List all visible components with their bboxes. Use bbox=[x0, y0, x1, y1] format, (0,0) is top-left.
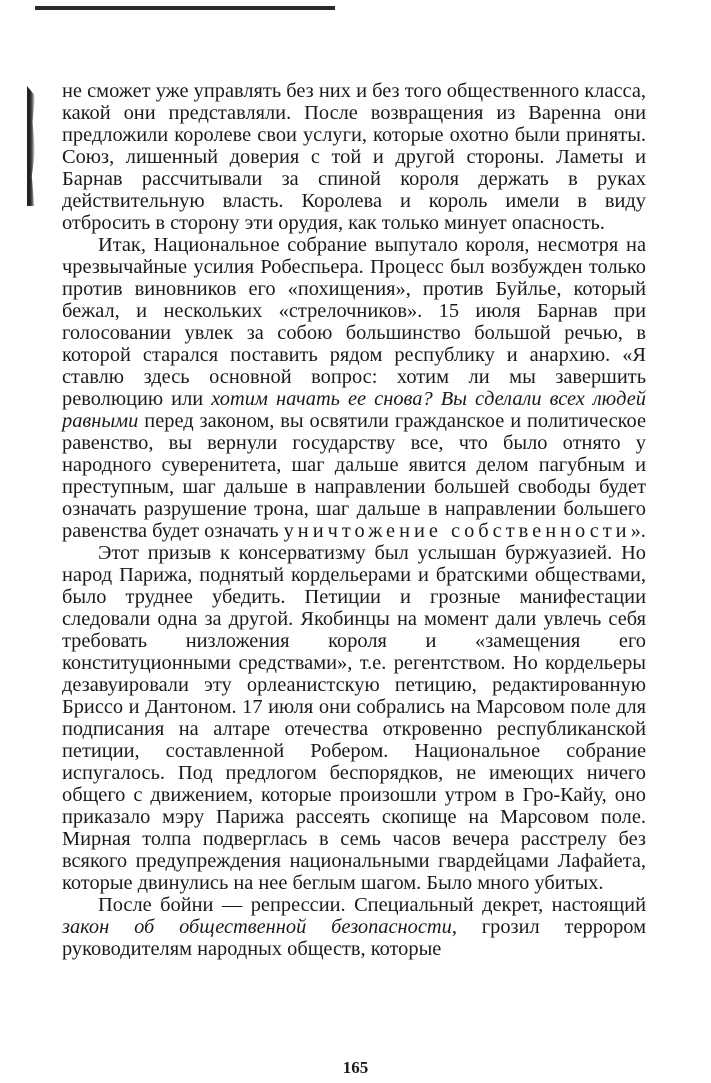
paragraph-4 bbox=[62, 894, 646, 960]
top-rule bbox=[35, 6, 335, 10]
paragraph-1 bbox=[62, 80, 646, 234]
margin-mark bbox=[27, 86, 35, 206]
paragraph-3 bbox=[62, 542, 646, 894]
paragraph-2 bbox=[62, 234, 646, 542]
spaced-run: уничтожение собственности bbox=[283, 520, 631, 542]
body-text bbox=[62, 80, 646, 960]
text-run: не сможет уже управлять без них и без того общественного класса, какой они представляли. После возвращения из Варенна они предложили королеве свои услуги, которые охотно были приняты. Союз, лишенный доверия с той и другой стороны. Ламеты и Барнав рассчитывали за спиной короля держать в руках действительную власть. Королева и король имели в виду отбросить в сторону эти орудия, как только минует опасность. bbox=[62, 80, 646, 234]
italic-run: закон об общественной безопасности bbox=[62, 916, 452, 938]
text-run: перед законом, вы освятили гражданское и политическое равенство, вы вернули государству все, что было отнято у народного суверенитета, шаг дальше явится делом пагубным и преступным, шаг дальше в направлении большей свободы будет означать разрушение трона, шаг дальше в направлении большего равенства будет означать bbox=[62, 410, 646, 542]
text-run: , грозил террором руководителям народных обществ, которые bbox=[62, 916, 646, 960]
text-run: После бойни — репрессии. Специальный декрет, настоящий bbox=[98, 894, 646, 916]
page-number: 165 bbox=[342, 1058, 369, 1077]
text-run: Этот призыв к консерватизму был услышан буржуазией. Но народ Парижа, поднятый кордельерами и братскими обществами, было труднее убедить. Петиции и грозные манифестации следовали одна за другой. Якобинцы на момент дали увлечь себя требовать низложения короля и «замещения его конституционными средствами», т.е. регентством. Но кордельеры дезавуировали эту орлеанистскую петицию, редактированную Бриссо и Дантоном. 17 июля они собрались на Марсовом поле для подписания на алтаре отечества откровенно республиканской петиции, составленной Робером. Национальное собрание испугалось. Под предлогом беспорядков, не имеющих ничего общего с движением, которые произошли утром в Гро-Кайу, оно приказало мэру Парижа рассеять скопище на Марсовом поле. Мирная толпа подверглась в семь часов вечера расстрелу без всякого предупреждения национальными гвардейцами Лафайета, которые двинулись на нее беглым шагом. Было много убитых. bbox=[62, 542, 646, 894]
italic-run: хотим начать ее снова? Вы сделали всех людей равными bbox=[62, 388, 646, 432]
text-run: ». bbox=[630, 520, 646, 542]
text-run: Итак, Национальное собрание выпутало короля, несмотря на чрезвычайные усилия Робеспьера. Процесс был возбужден только против виновников его «похищения», против Буйльe, который бежал, и нескольких «стрелочников». 15 июля Барнав при голосовании увлек за собою большинство большой речью, в которой старался поставить рядом республику и анархию. «Я ставлю здесь основной вопрос: хотим ли мы завершить революцию или bbox=[62, 234, 646, 410]
